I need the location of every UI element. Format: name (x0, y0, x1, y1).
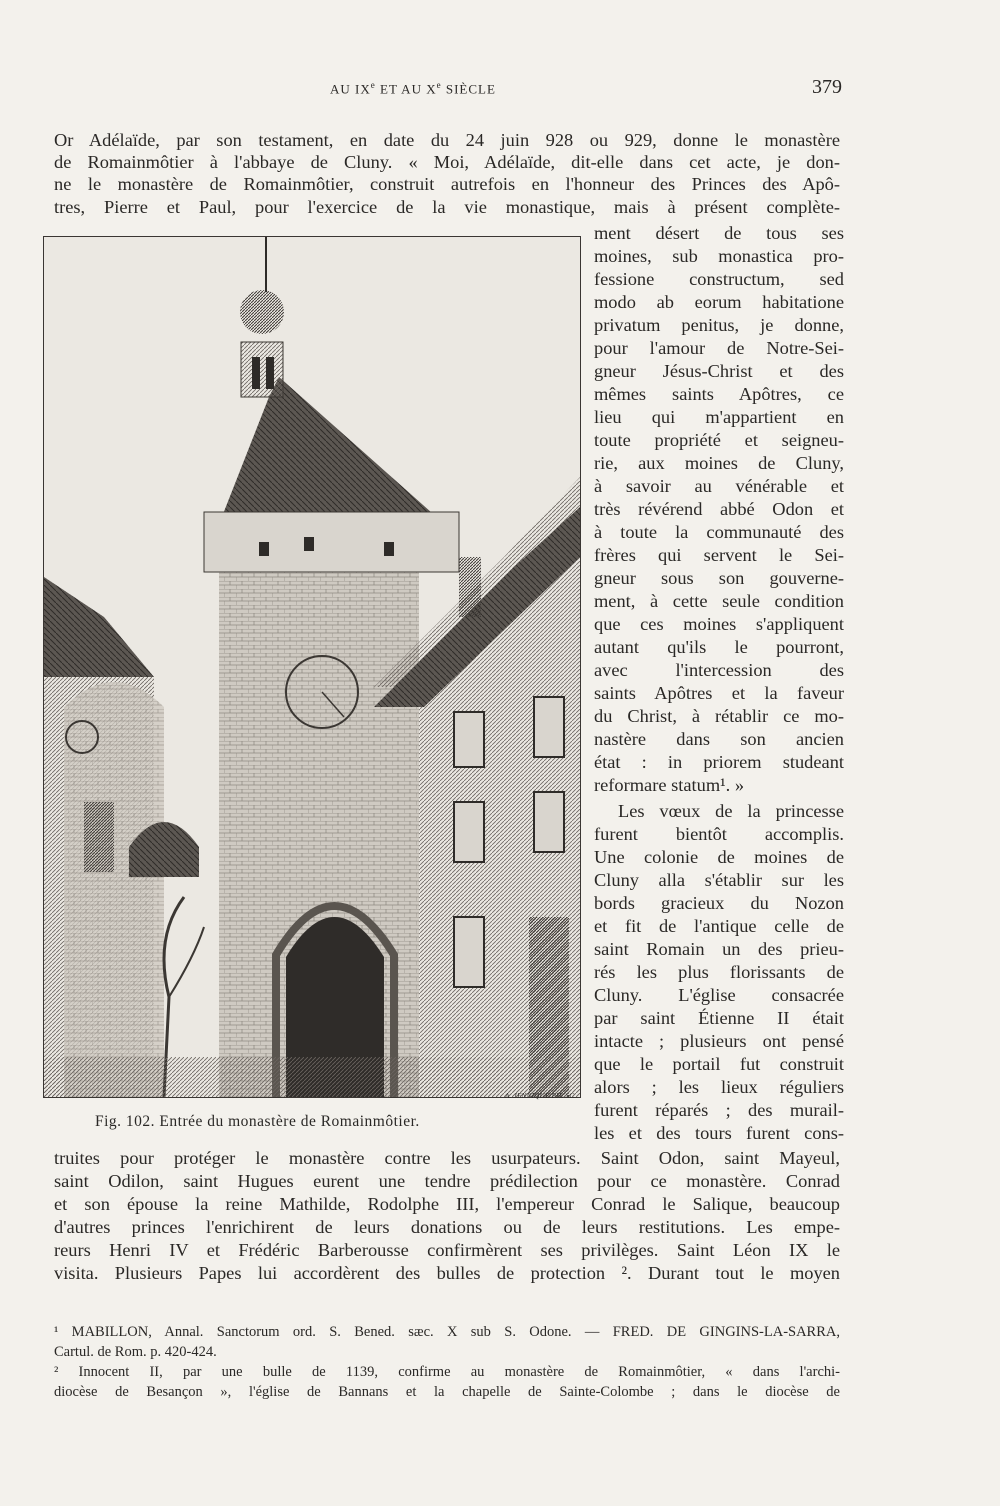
text-line: très révérend abbé Odon et (594, 499, 844, 519)
text-line: furent bientôt accomplis. (594, 824, 844, 844)
text-line: Cluny. L'église consacrée (594, 985, 844, 1005)
text-line: Une colonie de moines de (594, 847, 844, 867)
text-line: truites pour protéger le monastère contre les usurpateurs. Saint Odon, saint Mayeul, (54, 1148, 840, 1168)
footnote-line: Cartul. de Rom. p. 420-424. (54, 1344, 217, 1360)
text-line: à toute la communauté des (594, 522, 844, 542)
text-line: à savoir au vénérable et (594, 476, 844, 496)
text-line: gneur sous son gouverne- (594, 568, 844, 588)
text-line: par saint Étienne II était (594, 1008, 844, 1028)
text-line: ment désert de tous ses (594, 223, 844, 243)
text-line: saint Romain un des prieu- (594, 939, 844, 959)
text-line: Or Adélaïde, par son testament, en date du 24 juin 928 ou 929, donne le monastère (54, 130, 840, 150)
text-line: d'autres princes l'enrichirent de leurs donations ou de leurs restitutions. Les empe- (54, 1217, 840, 1237)
text-line: visita. Plusieurs Papes lui accordèrent des bulles de protection ². Durant tout le moyen (54, 1263, 840, 1283)
running-head-sup: e (370, 80, 376, 90)
text-line: intacte ; plusieurs ont pensé (594, 1031, 844, 1051)
footnote-line: ¹ MABILLON, Annal. Sanctorum ord. S. Bened. sæc. X sub S. Odone. — FRED. DE GINGINS-LA-SARRA, (54, 1324, 840, 1340)
text-line: Les vœux de la princesse (618, 801, 844, 821)
text-line: mêmes saints Apôtres, ce (594, 384, 844, 404)
engraver-credit: A. JENNIQUE PH. SC. (505, 1092, 577, 1100)
text-line: saints Apôtres et la faveur (594, 683, 844, 703)
text-line: avec l'intercession des (594, 660, 844, 680)
text-line: alors ; les lieux réguliers (594, 1077, 844, 1097)
footnote-line: diocèse de Besançon », l'église de Bannans et la chapelle de Sainte-Colombe ; dans le diocèse de (54, 1384, 840, 1400)
page-number: 379 (812, 76, 842, 98)
text-line: rés les plus florissants de (594, 962, 844, 982)
engraving-figure (43, 236, 581, 1098)
footnote-line: ² Innocent II, par une bulle de 1139, confirme au monastère de Romainmôtier, « dans l'archi- (54, 1364, 840, 1380)
running-head-part: SIÈCLE (441, 81, 496, 97)
text-line: saint Odilon, saint Hugues eurent une tendre prédilection pour ce monastère. Conrad (54, 1171, 840, 1191)
text-line: reurs Henri IV et Frédéric Barberousse confirmèrent ses privilèges. Saint Léon IX le (54, 1240, 840, 1260)
text-line: lieu qui m'appartient en (594, 407, 844, 427)
text-line: moines, sub monastica pro- (594, 246, 844, 266)
text-line: nastère dans son ancien (594, 729, 844, 749)
running-head-part: ET AU X (375, 81, 437, 97)
text-line: modo ab eorum habitatione (594, 292, 844, 312)
text-line: du Christ, à rétablir ce mo- (594, 706, 844, 726)
text-line: de Romainmôtier à l'abbaye de Cluny. « Moi, Adélaïde, dit-elle dans cet acte, je don- (54, 152, 840, 172)
running-head-part: AU IX (330, 81, 371, 97)
text-line: autant qu'ils le pourront, (594, 637, 844, 657)
romainmotier-gate-illustration (44, 237, 580, 1097)
running-head (330, 80, 496, 97)
text-line: et fit de l'antique celle de (594, 916, 844, 936)
text-line: ne le monastère de Romainmôtier, construit autrefois en l'honneur des Princes des Apô- (54, 174, 840, 194)
text-line: reformare statum¹. » (594, 775, 745, 795)
text-line: fessione constructum, sed (594, 269, 844, 289)
text-line: ment, à cette seule condition (594, 591, 844, 611)
figure-caption: Fig. 102. Entrée du monastère de Romainmôtier. (95, 1113, 420, 1130)
text-line: état : in priorem studeant (594, 752, 844, 772)
text-line: furent réparés ; des murail- (594, 1100, 844, 1120)
text-line: que le portail fut construit (594, 1054, 844, 1074)
text-line: gneur Jésus-Christ et des (594, 361, 844, 381)
text-line: les et des tours furent cons- (594, 1123, 844, 1143)
text-line: bords gracieux du Nozon (594, 893, 844, 913)
text-line: pour l'amour de Notre-Sei- (594, 338, 844, 358)
text-line: Cluny alla s'établir sur les (594, 870, 844, 890)
text-line: que ces moines s'appliquent (594, 614, 844, 634)
text-line: frères qui servent le Sei- (594, 545, 844, 565)
text-line: et son épouse la reine Mathilde, Rodolphe III, l'empereur Conrad le Salique, beaucoup (54, 1194, 840, 1214)
text-line: privatum penitus, je donne, (594, 315, 844, 335)
text-line: toute propriété et seigneu- (594, 430, 844, 450)
running-head-sup: e (436, 80, 442, 90)
text-line: tres, Pierre et Paul, pour l'exercice de la vie monastique, mais à présent complète- (54, 197, 840, 217)
text-line: rie, aux moines de Cluny, (594, 453, 844, 473)
